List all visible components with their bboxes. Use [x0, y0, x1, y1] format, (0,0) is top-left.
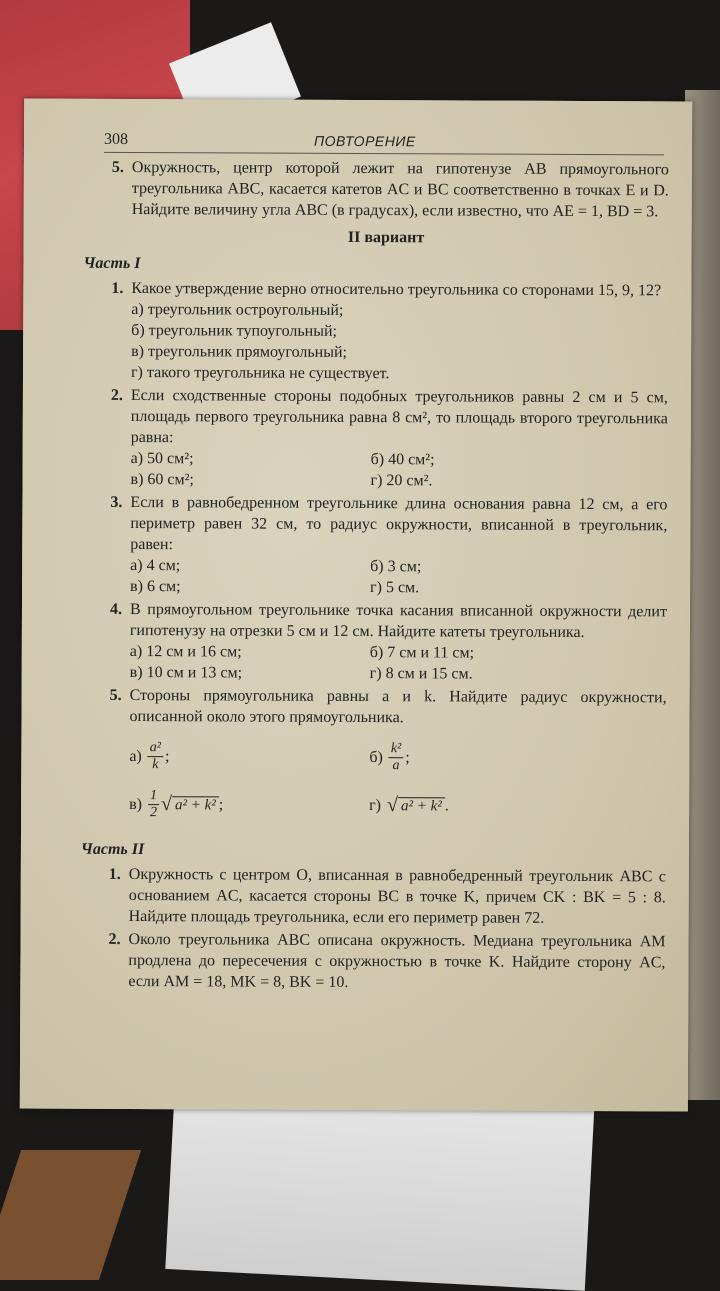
option-b — [369, 738, 609, 777]
option-c: в) треугольник прямоугольный; — [131, 343, 348, 361]
fraction — [148, 788, 159, 821]
denominator: k — [152, 756, 159, 772]
option-b: б) треугольник тупоугольный; — [131, 322, 338, 340]
numerator: k² — [389, 741, 403, 758]
numerator: a² — [148, 740, 163, 757]
problem-number: 1. — [111, 279, 124, 297]
option-b: б) 3 см; — [370, 558, 422, 576]
option-d: г) 8 см и 15 см. — [369, 665, 473, 683]
denominator: 2 — [149, 804, 158, 820]
square-root — [387, 795, 445, 815]
problem-text: Если в равнобедренном треугольнике длина основания равна 12 см, а его периметр равен 32 см, то радиус окружности, вписанной в треугольник, равен: — [130, 494, 668, 554]
radical-sign-icon: √ — [160, 793, 173, 816]
problem-number: 5. — [111, 158, 124, 176]
option-a: а) треугольник остроугольный; — [131, 301, 344, 319]
radicand: a² + k² — [398, 797, 445, 815]
problem-top-5 — [104, 157, 669, 222]
problem-text: Окружность с центром O, вписанная в равнобедренный треугольник ABC с основанием AC, касается стороны BC в точке K, причем CK : BK = 5 : 8. Найдите площадь треугольника, если его периметр равен 72. — [128, 866, 666, 927]
option-d: г) такого треугольника не существует. — [130, 364, 390, 383]
part1-problem-3 — [102, 492, 667, 599]
option-c — [129, 785, 369, 824]
page-number: 308 — [103, 130, 129, 149]
option-d: г) 5 см. — [370, 579, 420, 597]
formula-options — [129, 737, 666, 825]
option-c: в) 10 см и 13 см; — [129, 664, 243, 682]
option-a — [129, 737, 369, 776]
option-c: в) 6 см; — [130, 578, 181, 596]
option-label: б) — [369, 748, 383, 766]
radical-sign-icon: √ — [386, 794, 399, 817]
problem-number: 1. — [108, 865, 121, 883]
problem-text: Около треугольника ABC описана окружность. Медиана треугольника AM продлена до пересечения с окружностью в точке K. Найдите сторону AC, если AM = 18, MK = 8, BK = 10. — [128, 931, 666, 991]
variant-title: II вариант — [347, 228, 425, 247]
page-content — [80, 157, 669, 996]
option-label: в) — [129, 795, 143, 813]
part2-problem-2 — [100, 929, 665, 994]
fraction — [389, 741, 404, 774]
option-a: а) 50 см²; — [130, 450, 194, 468]
part1-problem-4 — [102, 599, 667, 685]
options-grid — [130, 448, 667, 492]
denominator: a — [392, 757, 400, 773]
option-end: ; — [218, 795, 224, 813]
problem-text: Окружность, центр которой лежит на гипотенузе AB прямоугольного треугольника ABC, касается катетов AC и BC соответственно в точках E и D. Найдите величину угла ABC (в градусах), если известно, что AE = 1, BD = 3. — [131, 159, 669, 221]
page-header — [104, 131, 664, 153]
option-d — [369, 786, 609, 825]
problem-number: 2. — [110, 386, 123, 404]
square-root — [161, 794, 219, 814]
problem-number: 3. — [110, 493, 123, 511]
part1-problem-5 — [101, 685, 667, 825]
problem-text: Какое утверждение верно относительно треугольника со сторонами 15, 9, 12? — [131, 280, 662, 300]
part1-problem-2 — [102, 385, 667, 492]
book-page — [20, 99, 692, 1112]
option-label: г) — [369, 796, 382, 814]
part-1-title: Часть I — [83, 254, 141, 273]
option-c: в) 60 см²; — [130, 471, 194, 489]
problem-text: В прямоугольном треугольнике точка касания вписанной окружности делит гипотенузу на отрезки 5 см и 12 см. Найдите катеты треугольника. — [129, 601, 668, 641]
part2-problem-1 — [101, 864, 666, 929]
option-b: б) 7 см и 11 см; — [369, 644, 475, 662]
option-b: б) 40 см²; — [370, 451, 435, 469]
wooden-surface-background — [0, 1150, 141, 1280]
options-grid — [130, 555, 667, 599]
numerator: 1 — [148, 788, 159, 805]
options-grid — [130, 641, 667, 685]
problem-number: 5. — [109, 686, 122, 704]
problem-text: Стороны прямоугольника равны a и k. Найдите радиус окружности, описанной около этого прямоугольника. — [129, 687, 667, 727]
option-end: ; — [164, 747, 170, 765]
radicand: a² + k² — [172, 796, 219, 814]
problem-number: 4. — [109, 600, 123, 618]
option-end: ; — [405, 748, 410, 766]
option-label: а) — [129, 747, 142, 765]
part1-problem-1 — [103, 278, 668, 385]
option-d: г) 20 см². — [370, 472, 433, 490]
problem-number: 2. — [108, 930, 121, 948]
fraction — [148, 740, 163, 773]
problem-text: Если сходственные стороны подобных треугольников равны 2 см и 5 см, площадь первого треугольника равна 8 см², то площадь второго треугольника равна: — [130, 387, 668, 447]
paper-sheets-background — [165, 1079, 594, 1291]
option-a: а) 4 см; — [130, 557, 181, 575]
part-2-title: Часть II — [80, 840, 145, 859]
option-end: . — [444, 796, 449, 814]
running-head: ПОВТОРЕНИЕ — [313, 132, 416, 150]
option-a: а) 12 см и 16 см; — [129, 643, 242, 661]
